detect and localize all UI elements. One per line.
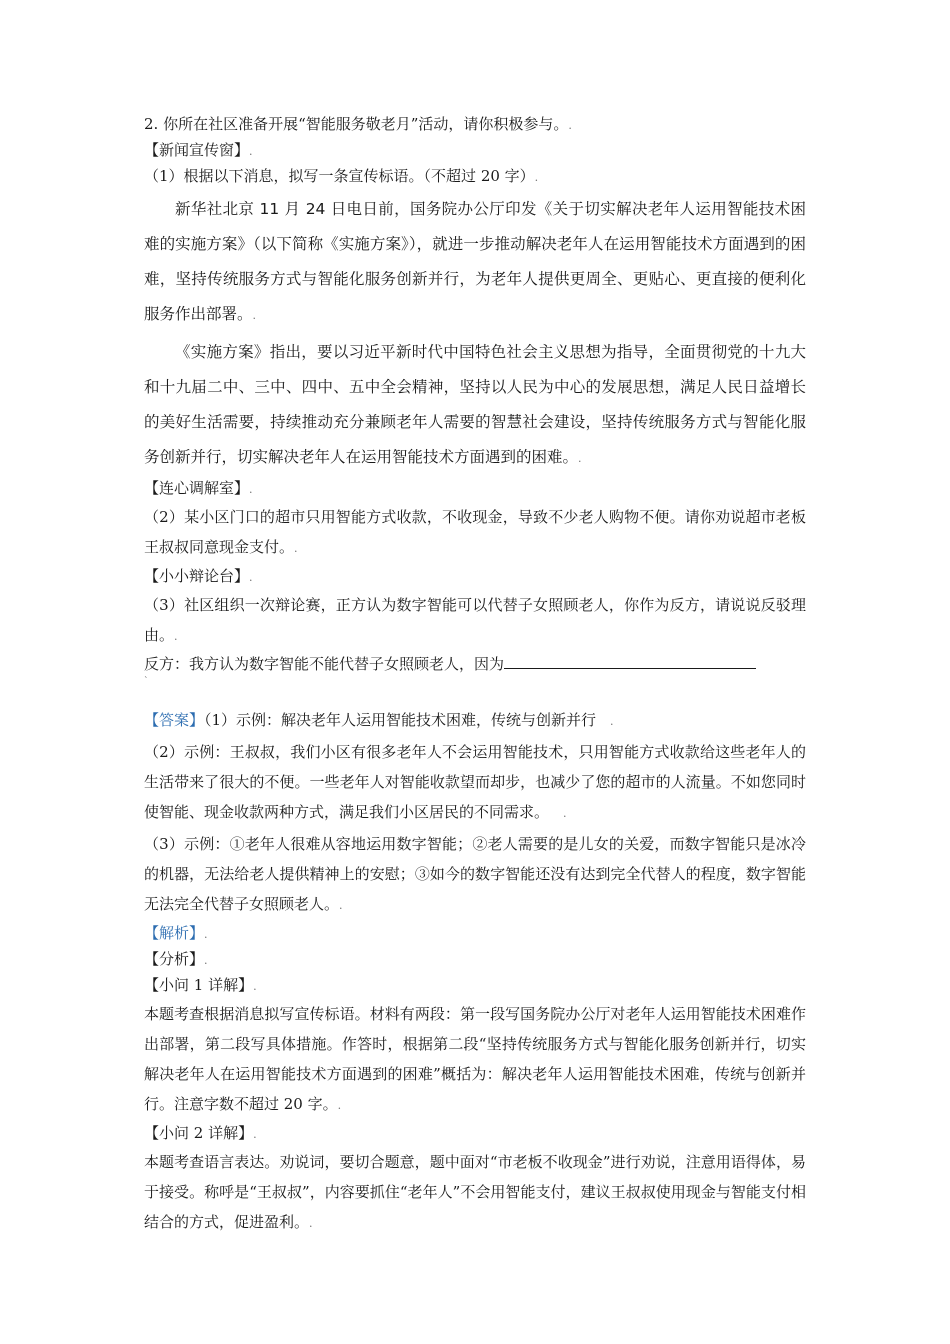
- paragraph-mark: `: [144, 677, 149, 687]
- section-mediation-title: 【连心调解室】.: [144, 479, 253, 497]
- question-3: （3）社区组织一次辩论赛，正方认为数字智能可以代替子女照顾老人，你作为反方，请说说反驳理由。.: [144, 596, 806, 644]
- rebuttal-line: 反方：我方认为数字智能不能代替子女照顾老人，因为: [144, 652, 806, 677]
- answer-label: 【答案】: [144, 711, 205, 729]
- section-debate-title: 【小小辩论台】.: [144, 567, 253, 585]
- news-paragraph-2: 《实施方案》指出，要以习近平新时代中国特色社会主义思想为指导，全面贯彻党的十九大和十九届二中、三中、四中、五中全会精神，坚持以人民为中心的发展思想，满足人民日益增长的美好生活需要，持续推动充分兼顾老年人需要的智慧社会建设，坚持传统服务方式与智能化服务创新并行，切实解决老年人在运用智能技术方面遇到的困难。.: [144, 343, 806, 466]
- answer-3: （3）示例：①老年人很难从容地运用数字智能；②老人需要的是儿女的关爱，而数字智能只是冰冷的机器，无法给老人提供精神上的安慰；③如今的数字智能还没有达到完全代替人的程度，数字智能无法完全代替子女照顾老人。.: [144, 835, 806, 913]
- fenxi-label: 【分析】.: [144, 950, 208, 968]
- section-news-title: 【新闻宣传窗】.: [144, 141, 253, 159]
- document-page: [144, 112, 806, 1239]
- question-intro: 2. 你所在社区准备开展“智能服务敬老月”活动，请你积极参与。.: [144, 115, 572, 133]
- detail-1-title: 【小问 1 详解】.: [144, 976, 257, 994]
- detail-2-title: 【小问 2 详解】.: [144, 1124, 257, 1142]
- analysis-label: 【解析】.: [144, 924, 208, 942]
- question-1: （1）根据以下消息，拟写一条宣传标语。（不超过 20 字）.: [144, 167, 539, 185]
- question-2: （2）某小区门口的超市只用智能方式收款，不收现金，导致不少老人购物不便。请你劝说超市老板王叔叔同意现金支付。.: [144, 508, 806, 556]
- detail-2-text: 本题考查语言表达。劝说词，要切合题意，题中面对“市老板不收现金”进行劝说，注意用语得体，易于接受。称呼是“王叔叔”，内容要抓住“老年人”不会用智能支付，建议王叔叔使用现金与智能支付相结合的方式，促进盈利。.: [144, 1153, 806, 1231]
- news-paragraph-1: 新华社北京 11 月 24 日电日前，国务院办公厅印发《关于切实解决老年人运用智能技术困难的实施方案》（以下简称《实施方案》），就进一步推动解决老年人在运用智能技术方面遇到的困难，坚持传统服务方式与智能化服务创新并行，为老年人提供更周全、更贴心、更直接的便利化服务作出部署。.: [144, 200, 806, 323]
- detail-1-text: 本题考查根据消息拟写宣传标语。材料有两段：第一段写国务院办公厅对老年人运用智能技术困难作出部署，第二段写具体措施。作答时，根据第二段“坚持传统服务方式与智能化服务创新并行，切实解决老年人在运用智能技术方面遇到的困难”概括为：解决老年人运用智能技术困难，传统与创新并行。注意字数不超过 20 字。.: [144, 1005, 806, 1113]
- answer-2: （2）示例：王叔叔，我们小区有很多老年人不会运用智能技术，只用智能方式收款给这些老年人的生活带来了很大的不便。一些老年人对智能收款望而却步，也减少了您的超市的人流量。不如您同时使智能、现金收款两种方式，满足我们小区居民的不同需求。 .: [144, 743, 806, 821]
- answer-blank[interactable]: [504, 654, 756, 669]
- answer-1: 【答案】（1）示例：解决老年人运用智能技术困难，传统与创新并行 .: [144, 711, 614, 729]
